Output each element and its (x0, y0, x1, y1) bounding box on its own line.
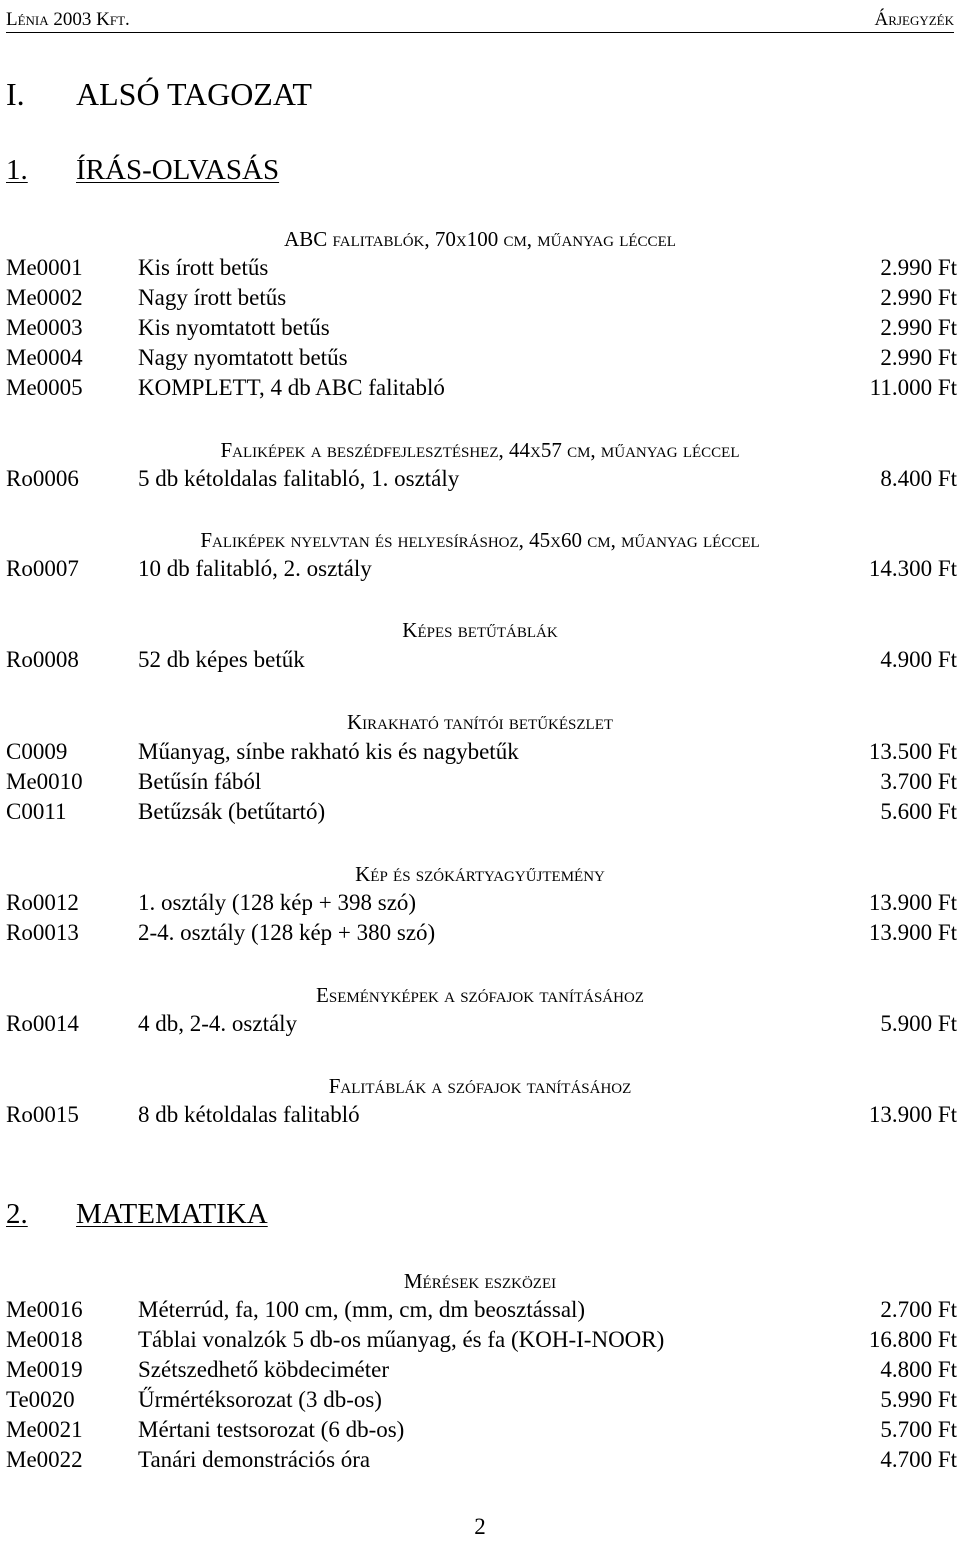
product-code: Ro0013 (6, 920, 79, 945)
product-price: 4.800 Ft (880, 1357, 957, 1382)
product-price: 5.700 Ft (880, 1417, 957, 1442)
product-row (6, 464, 957, 494)
product-code: Ro0007 (6, 556, 79, 581)
product-code: Ro0014 (6, 1011, 79, 1036)
product-name: Méterrúd, fa, 100 cm, (mm, cm, dm beosztással) (138, 1297, 586, 1322)
product-price: 16.800 Ft (868, 1327, 957, 1352)
product-name: Betűzsák (betűtartó) (138, 799, 326, 824)
product-price: 2.990 Ft (880, 255, 957, 280)
product-row (6, 767, 957, 797)
product-price: 5.900 Ft (880, 1011, 957, 1036)
product-name: Kis írott betűs (138, 255, 269, 280)
product-code: Me0003 (6, 315, 83, 340)
chapter-number: I. (6, 76, 25, 112)
product-name: 2-4. osztály (128 kép + 380 szó) (138, 920, 436, 945)
product-price: 5.600 Ft (880, 799, 957, 824)
product-name: Betűsín fából (138, 769, 262, 794)
product-row (6, 737, 957, 767)
group-title: Eseményképek a szófajok tanításához (316, 983, 644, 1007)
product-row (6, 373, 957, 403)
group-title: ABC falitablók, 70x100 cm, műanyag léccel (284, 227, 676, 251)
product-code: C0009 (6, 739, 68, 764)
product-price: 13.500 Ft (868, 739, 957, 764)
product-row (6, 1325, 957, 1355)
section-title: MATEMATIKA (76, 1198, 268, 1230)
product-row (6, 888, 957, 918)
product-price: 5.990 Ft (880, 1387, 957, 1412)
product-row (6, 1355, 957, 1385)
product-row (6, 253, 957, 283)
product-price: 14.300 Ft (868, 556, 957, 581)
product-code: Me0021 (6, 1417, 83, 1442)
product-name: Tanári demonstrációs óra (138, 1447, 371, 1472)
product-price: 13.900 Ft (868, 1102, 957, 1127)
section-heading (6, 1196, 606, 1232)
product-name: Űrmértéksorozat (3 db-os) (138, 1387, 382, 1412)
product-code: Me0005 (6, 375, 83, 400)
product-code: Ro0012 (6, 890, 79, 915)
group-title: Faliképek nyelvtan és helyesíráshoz, 45x60 cm, műanyag léccel (200, 528, 760, 552)
product-name: Mértani testsorozat (6 db-os) (138, 1417, 405, 1442)
product-price: 2.990 Ft (880, 315, 957, 340)
product-code: Me0004 (6, 345, 83, 370)
product-row (6, 554, 957, 584)
product-price: 13.900 Ft (868, 890, 957, 915)
product-price: 2.990 Ft (880, 345, 957, 370)
group-title: Kirakható tanítói betűkészlet (346, 710, 614, 734)
section-heading (6, 152, 606, 188)
product-row (6, 283, 957, 313)
product-name: 10 db falitabló, 2. osztály (138, 556, 372, 581)
product-name: Szétszedhető köbdeciméter (138, 1357, 389, 1382)
group-title: Képes betűtáblák (402, 618, 558, 642)
product-name: 52 db képes betűk (138, 647, 305, 672)
product-code: Me0019 (6, 1357, 83, 1382)
product-row (6, 313, 957, 343)
product-price: 8.400 Ft (880, 466, 957, 491)
product-price: 4.900 Ft (880, 647, 957, 672)
product-code: Me0018 (6, 1327, 83, 1352)
section-title: ÍRÁS-OLVASÁS (76, 154, 280, 186)
product-row (6, 1009, 957, 1039)
chapter-heading (6, 74, 606, 114)
product-name: Kis nyomtatott betűs (138, 315, 330, 340)
product-price: 4.700 Ft (880, 1447, 957, 1472)
group-title: Mérések eszközei (403, 1269, 557, 1293)
page-number: 2 (474, 1514, 486, 1539)
product-row (6, 1295, 957, 1325)
product-name: 4 db, 2-4. osztály (138, 1011, 298, 1036)
product-code: C0011 (6, 799, 67, 824)
group-title: Faliképek a beszédfejlesztéshez, 44x57 cm, műanyag léccel (220, 438, 740, 462)
group-title: Falitáblák a szófajok tanításához (328, 1074, 632, 1098)
section-number: 1. (6, 154, 28, 186)
product-code: Me0001 (6, 255, 83, 280)
document-title: Árjegyzék (874, 9, 954, 30)
product-code: Ro0006 (6, 466, 79, 491)
product-code: Me0002 (6, 285, 83, 310)
product-row (6, 918, 957, 948)
chapter-title: ALSÓ TAGOZAT (76, 76, 312, 112)
product-name: Táblai vonalzók 5 db-os műanyag, és fa (KOH-I-NOOR) (138, 1327, 665, 1352)
product-name: 1. osztály (128 kép + 398 szó) (138, 890, 417, 915)
product-row (6, 343, 957, 373)
product-code: Ro0015 (6, 1102, 79, 1127)
product-price: 2.990 Ft (880, 285, 957, 310)
product-row (6, 645, 957, 675)
product-code: Te0020 (6, 1387, 75, 1412)
product-name: Nagy írott betűs (138, 285, 287, 310)
product-code: Me0016 (6, 1297, 83, 1322)
product-price: 13.900 Ft (868, 920, 957, 945)
product-row (6, 1385, 957, 1415)
product-row (6, 1445, 957, 1475)
group-title: Kép és szókártyagyűjtemény (355, 862, 605, 886)
product-name: KOMPLETT, 4 db ABC falitabló (138, 375, 445, 400)
product-code: Ro0008 (6, 647, 79, 672)
product-name: 5 db kétoldalas falitabló, 1. osztály (138, 466, 460, 491)
product-code: Me0010 (6, 769, 83, 794)
product-price: 11.000 Ft (869, 375, 957, 400)
product-row (6, 1100, 957, 1130)
product-price: 3.700 Ft (880, 769, 957, 794)
product-name: Nagy nyomtatott betűs (138, 345, 348, 370)
product-row (6, 1415, 957, 1445)
product-name: 8 db kétoldalas falitabló (138, 1102, 360, 1127)
page-header (6, 8, 954, 33)
section-number: 2. (6, 1198, 28, 1230)
product-price: 2.700 Ft (880, 1297, 957, 1322)
product-code: Me0022 (6, 1447, 83, 1472)
product-name: Műanyag, sínbe rakható kis és nagybetűk (138, 739, 519, 764)
product-row (6, 797, 957, 827)
company-name: Lénia 2003 Kft. (6, 9, 130, 30)
